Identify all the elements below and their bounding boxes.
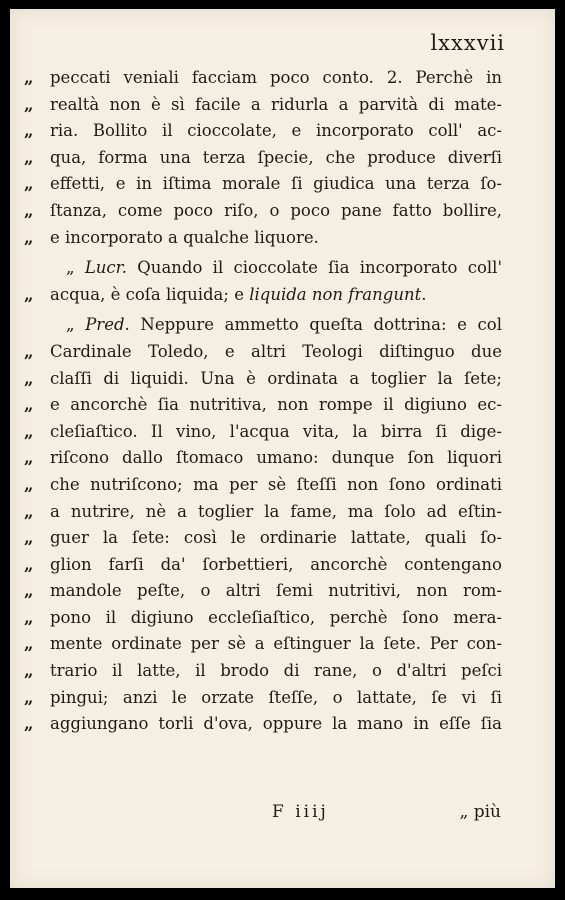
text-line [24, 525, 502, 552]
text-line [24, 392, 502, 419]
quote-mark: „ [24, 581, 34, 601]
line-text [66, 255, 502, 282]
line-text [66, 312, 502, 339]
quote-mark: „ [24, 501, 34, 521]
quote-mark: „ [24, 121, 34, 141]
speaker-label: Pred. [85, 315, 130, 335]
line-text-part: Quando il cioccolate ſia incorporato coll' [127, 258, 502, 278]
text-line [24, 499, 502, 526]
quote-mark: „ [24, 368, 34, 388]
quote-mark: „ [24, 474, 34, 494]
quote-mark: „ [24, 634, 34, 654]
page-number: lxxxvii [430, 31, 505, 55]
quote-mark: „ [66, 315, 86, 335]
line-text: realtà non è sì facile a ridurla a parvità di mate- [50, 94, 502, 114]
line-text: ria. Bollito il cioccolate, e incorporato coll' ac- [50, 121, 502, 141]
quote-mark: „ [24, 714, 34, 734]
line-text-part: . [421, 284, 427, 304]
page-footer [10, 802, 555, 832]
text-line [24, 605, 502, 632]
line-text: e ancorchè ſia nutritiva, non rompe il digiuno ec- [50, 395, 502, 415]
line-text: e incorporato a qualche liquore. [50, 227, 319, 247]
text-line [24, 282, 502, 309]
text-line [24, 685, 502, 712]
line-text: peccati veniali facciam poco conto. 2. Perchè in [50, 68, 502, 87]
line-text: Cardinale Toledo, e altri Teologi diſtinguo due [50, 341, 502, 361]
text-line [24, 578, 502, 605]
text-line [24, 145, 502, 172]
quote-mark: „ [24, 687, 34, 707]
quote-mark: „ [24, 421, 34, 441]
catchword: „ più [459, 802, 501, 822]
line-text: glion farſi da' ſorbettieri, ancorchè contengano [50, 554, 502, 574]
quote-mark: „ [24, 661, 34, 681]
speaker-label: Lucr. [84, 258, 127, 278]
text-line [24, 419, 502, 446]
quote-mark: „ [24, 554, 34, 574]
text-line [24, 92, 502, 119]
line-text: effetti, e in iſtima morale ſi giudica una terza ſo- [50, 174, 502, 194]
line-text: pingui; anzi le orzate ſteſſe, o lattate, ſe vi ſi [50, 687, 502, 707]
quote-mark: „ [24, 341, 34, 361]
quote-mark: „ [24, 174, 34, 194]
quote-mark: „ [24, 284, 34, 304]
text-line [24, 339, 502, 366]
text-line [24, 366, 502, 393]
line-text: cleſiaſtico. Il vino, l'acqua vita, la birra ſi dige- [50, 421, 502, 441]
text-line [24, 65, 502, 92]
line-text: che nutriſcono; ma per sè ſteſſi non ſono ordinati [50, 474, 502, 494]
line-text: riſcono dallo ſtomaco umano: dunque ſon liquori [50, 448, 502, 468]
text-line [24, 631, 502, 658]
text-line [24, 198, 502, 225]
text-line [24, 312, 502, 339]
line-text: qua, forma una terza ſpecie, che produce diverſi [50, 147, 502, 167]
body-text [24, 65, 502, 738]
line-text-part: Neppure ammetto queſta dottrina: e col [129, 315, 503, 335]
quote-mark: „ [24, 528, 34, 548]
quote-mark: „ [24, 227, 34, 247]
line-text-part: acqua, è coſa liquida; e [50, 284, 250, 304]
line-text: mandole peſte, o altri ſemi nutritivi, non rom- [50, 581, 502, 601]
latin-phrase: liquida non frangunt [249, 284, 422, 304]
quote-mark: „ [24, 147, 34, 167]
line-text: a nutrire, nè a toglier la fame, ma ſolo ad eſtin- [50, 501, 502, 521]
book-page [10, 9, 555, 888]
line-text: ſtanza, come poco riſo, o poco pane fatto bollire, [50, 200, 502, 220]
quote-mark: „ [24, 607, 34, 627]
quote-mark: „ [24, 68, 34, 87]
quote-mark: „ [24, 94, 34, 114]
text-line [24, 658, 502, 685]
quote-mark: „ [24, 200, 34, 220]
line-text: mente ordinate per sè a eſtinguer la ſete. Per con- [50, 634, 502, 654]
line-text: claſſi di liquidi. Una è ordinata a toglier la ſete; [50, 368, 502, 388]
text-line [24, 118, 502, 145]
quote-mark: „ [24, 395, 34, 415]
quote-mark: „ [66, 258, 85, 278]
text-line [24, 552, 502, 579]
line-text: aggiungano torli d'ova, oppure la mano in eſſe ſia [50, 714, 502, 734]
text-line [24, 171, 502, 198]
text-line [24, 472, 502, 499]
line-text [50, 282, 502, 309]
line-text: pono il digiuno eccleſiaſtico, perchè ſono mera- [50, 607, 502, 627]
text-line [24, 445, 502, 472]
text-line [24, 225, 502, 252]
line-text: guer la ſete: così le ordinarie lattate, quali ſo- [50, 528, 502, 548]
text-line [24, 255, 502, 282]
signature-mark: F iiij [272, 802, 329, 822]
line-text: trario il latte, il brodo di rane, o d'altri peſci [50, 661, 502, 681]
text-line [24, 711, 502, 738]
quote-mark: „ [24, 448, 34, 468]
